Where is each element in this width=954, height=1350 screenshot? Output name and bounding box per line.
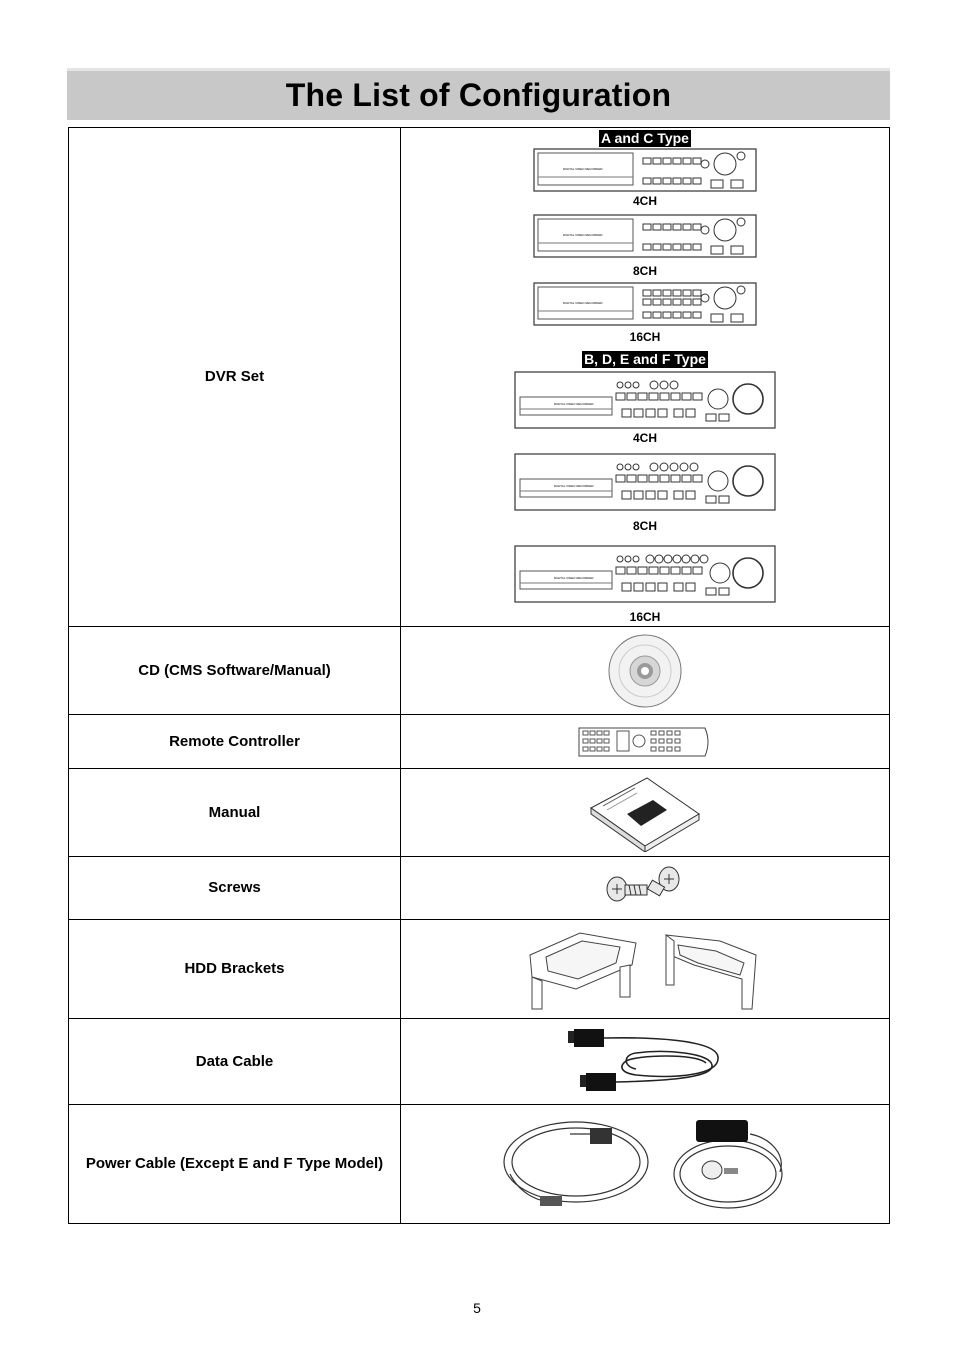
- caption-ac-16ch: 16CH: [629, 330, 661, 344]
- row-label-hdd-brackets: HDD Brackets: [69, 920, 401, 1019]
- remote-controller-icon: [577, 725, 713, 759]
- caption-ac-4ch: 4CH: [632, 194, 657, 208]
- table-row: [69, 715, 890, 769]
- screws-image-cell: [401, 857, 890, 920]
- svg-text:DIGITAL VIDEO RECORDER: DIGITAL VIDEO RECORDER: [554, 576, 594, 580]
- hdd-brackets-icon: [520, 925, 770, 1013]
- page-number: 5: [473, 1300, 481, 1316]
- table-row: [69, 857, 890, 920]
- caption-bdef-4ch: 4CH: [632, 431, 657, 445]
- manual-image-cell: [401, 769, 890, 857]
- screws-icon: [603, 865, 687, 911]
- row-label-dvr-set: DVR Set: [69, 128, 401, 627]
- table-row: [69, 769, 890, 857]
- dvr-ac-8ch-image: [533, 214, 757, 258]
- caption-ac-8ch: 8CH: [632, 264, 657, 278]
- power-cable-icon: [500, 1114, 790, 1214]
- dvr-bdef-16ch-image: [514, 545, 776, 603]
- configuration-table: [68, 127, 890, 1224]
- table-row: [69, 128, 890, 627]
- caption-bdef-8ch: 8CH: [632, 519, 657, 533]
- table-row: [69, 920, 890, 1019]
- dvr-bdef-8ch-image: [514, 453, 776, 511]
- cd-image-cell: [401, 627, 890, 715]
- svg-text:DIGITAL VIDEO RECORDER: DIGITAL VIDEO RECORDER: [563, 167, 603, 171]
- row-label-remote: Remote Controller: [69, 715, 401, 769]
- data-cable-image-cell: [401, 1019, 890, 1105]
- cd-disc-icon: [607, 633, 683, 709]
- dvr-ac-4ch-image: [533, 148, 757, 192]
- group-label-a-c: A and C Type: [601, 130, 689, 146]
- data-cable-icon: [566, 1027, 724, 1097]
- table-row: [69, 1105, 890, 1224]
- hdd-brackets-image-cell: [401, 920, 890, 1019]
- caption-bdef-16ch: 16CH: [629, 610, 661, 624]
- group-label-b-d-e-f: B, D, E and F Type: [584, 351, 706, 367]
- row-label-power-cable: [69, 1105, 401, 1224]
- table-row: [69, 627, 890, 715]
- row-label-manual: Manual: [69, 769, 401, 857]
- svg-text:DIGITAL VIDEO RECORDER: DIGITAL VIDEO RECORDER: [554, 402, 594, 406]
- dvr-ac-16ch-image: [533, 282, 757, 326]
- row-label-cd: CD (CMS Software/Manual): [69, 627, 401, 715]
- svg-text:DIGITAL VIDEO RECORDER: DIGITAL VIDEO RECORDER: [563, 233, 603, 237]
- svg-text:DIGITAL VIDEO RECORDER: DIGITAL VIDEO RECORDER: [554, 484, 594, 488]
- table-row: [69, 1019, 890, 1105]
- power-cable-image-cell: [401, 1105, 890, 1224]
- remote-image-cell: [401, 715, 890, 769]
- power-cable-label-line2: (Except E and F Type Model): [180, 1155, 384, 1172]
- row-label-screws: Screws: [69, 857, 401, 920]
- title-bar: [67, 68, 890, 120]
- svg-text:DIGITAL VIDEO RECORDER: DIGITAL VIDEO RECORDER: [563, 301, 603, 305]
- page-title: The List of Configuration: [285, 77, 672, 113]
- manual-booklet-icon: [587, 774, 703, 852]
- dvr-bdef-4ch-image: [514, 371, 776, 429]
- row-label-data-cable: Data Cable: [69, 1019, 401, 1105]
- power-cable-label-line1: Power Cable: [85, 1155, 176, 1172]
- dvr-images-cell: [401, 128, 890, 627]
